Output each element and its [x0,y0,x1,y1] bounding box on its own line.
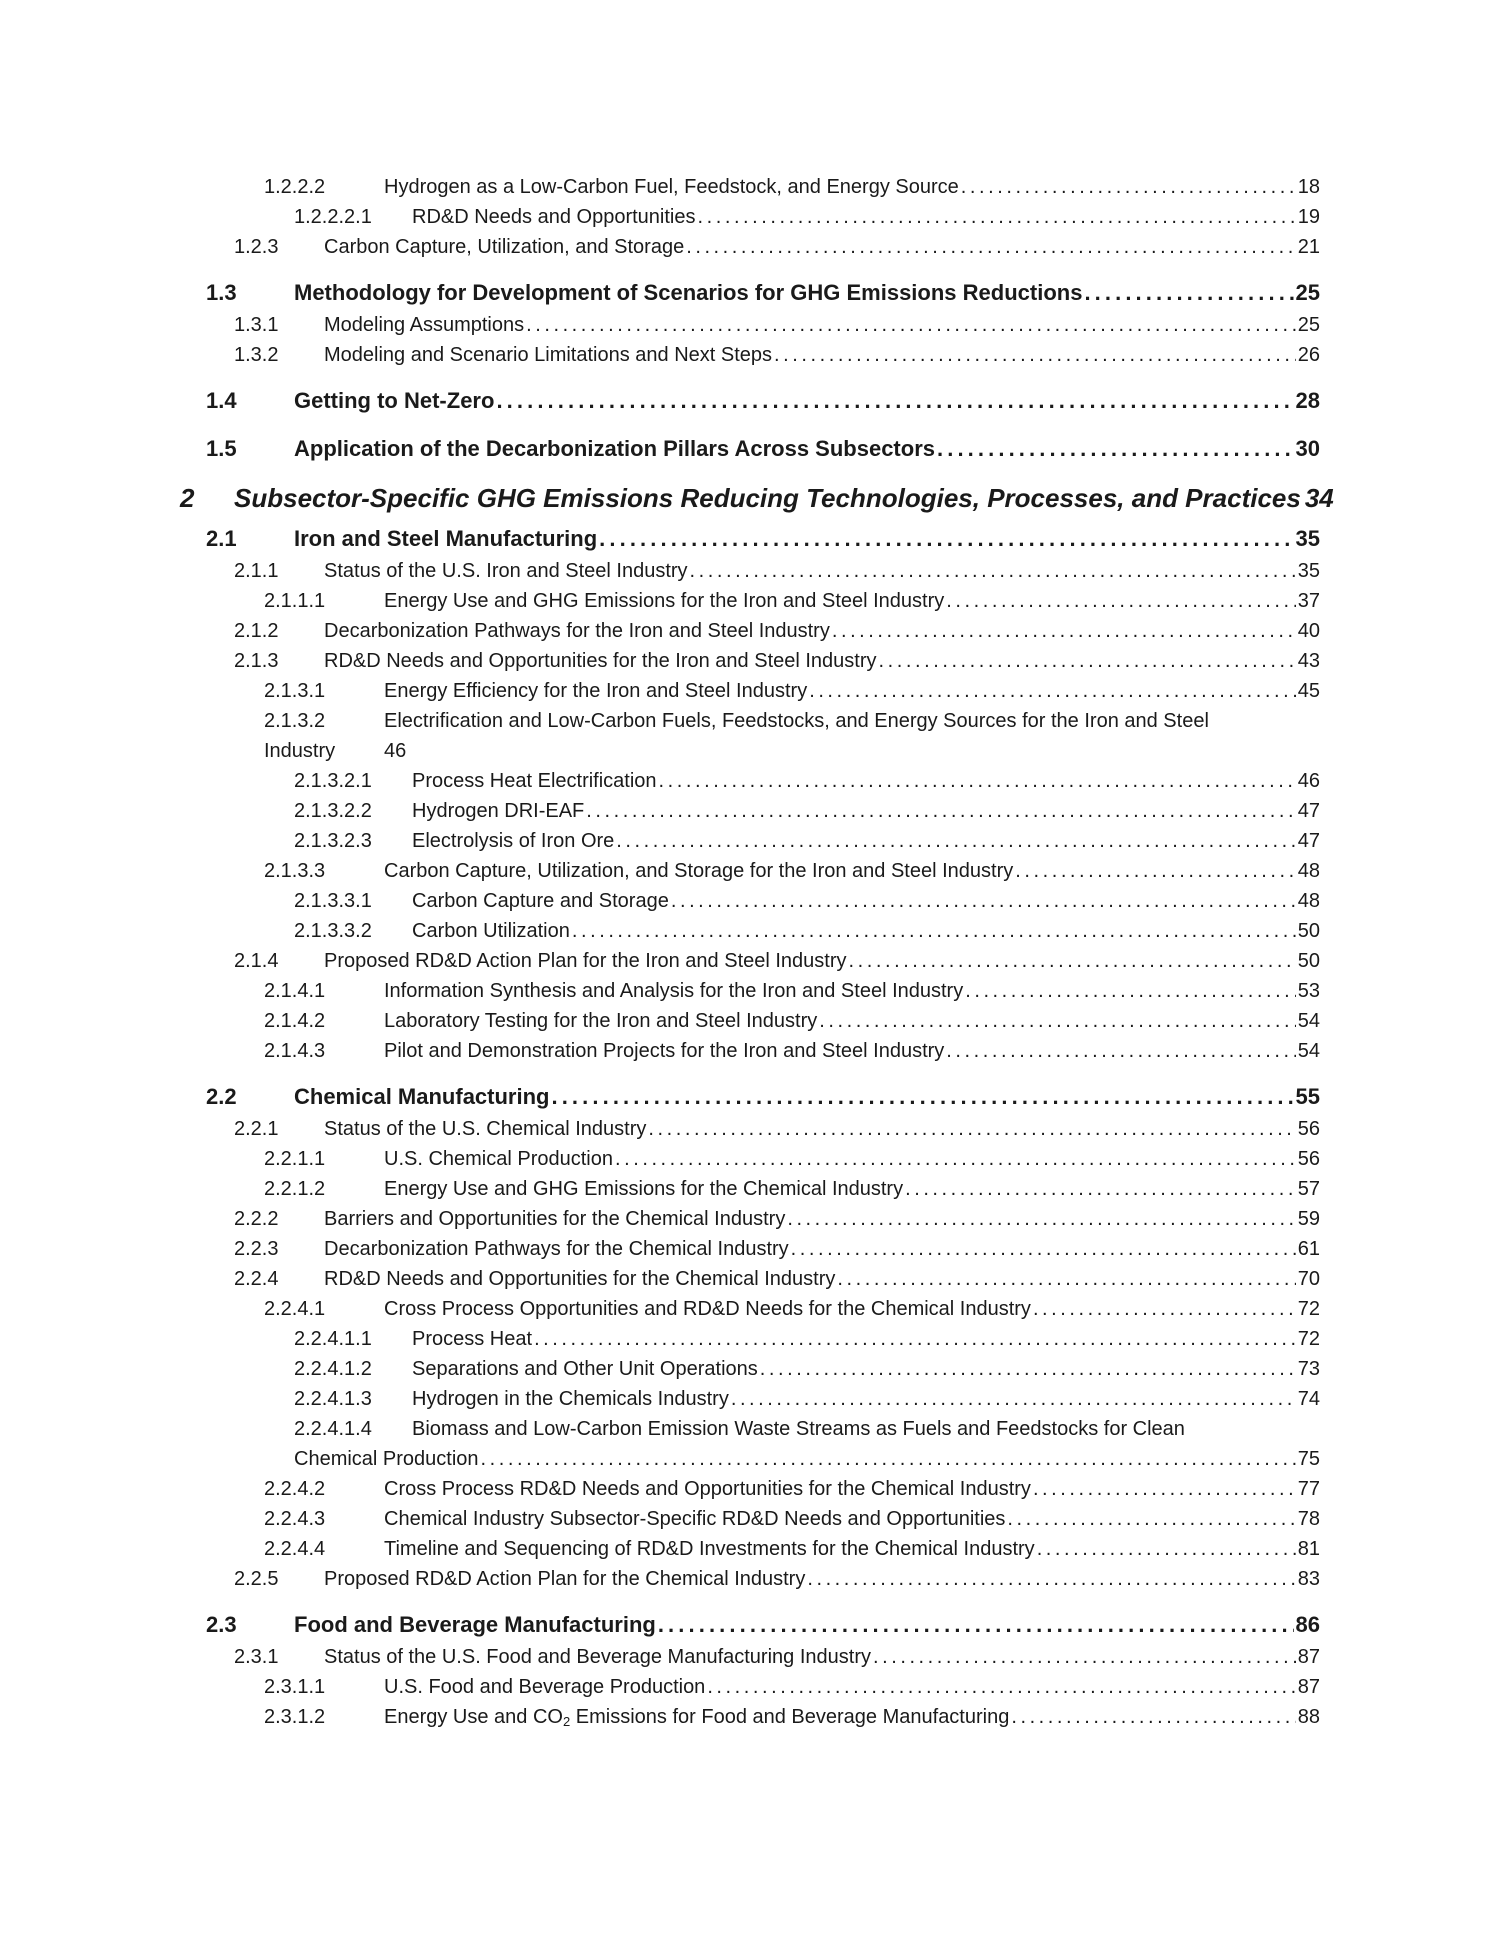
toc-page: 48 [1297,890,1320,912]
toc-page: 88 [1297,1706,1320,1728]
toc-number: 1.2.2.2.1 [294,206,372,228]
toc-number: 2.1 [206,526,237,551]
toc-number: 2.2.4.4 [264,1538,326,1560]
dot-leader [599,522,1293,556]
toc-entry[interactable] [0,1144,1500,1174]
toc-title: Proposed RD&D Action Plan for the Iron and Steel Industry [324,950,847,972]
toc-page: 30 [1295,436,1320,461]
dot-leader [873,1642,1296,1672]
table-of-contents [0,172,1500,1732]
toc-title: Energy Efficiency for the Iron and Steel Industry [384,680,808,702]
toc-number: 2.2.4.3 [264,1508,326,1530]
dot-leader [731,1384,1296,1414]
toc-entry[interactable] [0,1114,1500,1144]
toc-number: 2.1.3.3.1 [294,890,372,912]
toc-title: Cross Process Opportunities and RD&D Needs for the Chemical Industry [384,1298,1031,1320]
toc-title: Separations and Other Unit Operations [412,1358,758,1380]
toc-number: 2.1.4.1 [264,980,326,1002]
toc-number: 2.1.1 [234,560,279,582]
toc-section-heading[interactable] [0,432,1500,466]
toc-title: Modeling and Scenario Limitations and Next Steps [324,344,773,366]
dot-leader [1011,1702,1295,1732]
toc-number: 2.2.4.1.2 [294,1358,372,1380]
toc-title: Carbon Utilization [412,920,570,942]
toc-page: 28 [1295,388,1320,413]
toc-page: 74 [1297,1388,1320,1410]
toc-title: Application of the Decarbonization Pillars Across Subsectors [294,436,935,461]
toc-entry[interactable] [0,1474,1500,1504]
toc-page: 34 [1304,483,1334,513]
toc-number: 2.2.1.2 [264,1178,326,1200]
toc-entry[interactable] [0,232,1500,262]
toc-number: 2.2.4.1.4 [294,1418,372,1440]
toc-entry[interactable] [0,340,1500,370]
toc-title: Information Synthesis and Analysis for the Iron and Steel Industry [384,980,964,1002]
toc-number: 2.1.3.2.2 [294,800,372,822]
toc-title: Iron and Steel Manufacturing [294,526,598,551]
toc-entry[interactable] [0,916,1500,946]
dot-leader [1037,1534,1296,1564]
toc-title: Subsector-Specific GHG Emissions Reducing Technologies, Processes, and Practices [234,483,1301,513]
dot-leader [849,946,1296,976]
toc-title: Getting to Net-Zero [294,388,495,413]
toc-title: Cross Process RD&D Needs and Opportunities for the Chemical Industry [384,1478,1031,1500]
dot-leader [686,232,1296,262]
toc-number: 2.3 [206,1612,237,1637]
toc-title: Hydrogen in the Chemicals Industry [412,1388,729,1410]
toc-page: 43 [1297,650,1320,672]
dot-leader [659,766,1296,796]
dot-leader [707,1672,1295,1702]
toc-page: 73 [1297,1358,1320,1380]
toc-page: 25 [1295,280,1320,305]
toc-number: 2.2.4.2 [264,1478,326,1500]
toc-page: 56 [1297,1118,1320,1140]
toc-entry[interactable] [0,1504,1500,1534]
toc-number: 1.3.2 [234,344,279,366]
toc-page: 48 [1297,860,1320,882]
toc-title: RD&D Needs and Opportunities for the Iron and Steel Industry [324,650,877,672]
toc-title: Barriers and Opportunities for the Chemical Industry [324,1208,786,1230]
toc-number: 1.5 [206,436,237,461]
toc-title: RD&D Needs and Opportunities for the Chemical Industry [324,1268,836,1290]
dot-leader [481,1444,1296,1474]
toc-number: 2.2.2 [234,1208,279,1230]
toc-entry[interactable] [0,1702,1500,1732]
toc-entry[interactable] [0,1534,1500,1564]
toc-title: Status of the U.S. Food and Beverage Manufacturing Industry [324,1646,871,1668]
toc-title: Modeling Assumptions [324,314,525,336]
toc-number: 2.3.1 [234,1646,279,1668]
toc-number: 2.1.4.3 [264,1040,326,1062]
toc-page: 35 [1297,560,1320,582]
toc-page: 46 [384,740,407,762]
toc-entry[interactable] [0,1264,1500,1294]
toc-title: Carbon Capture and Storage [412,890,669,912]
dot-leader [496,384,1293,418]
toc-page: 18 [1297,176,1320,198]
toc-number: 2.3.1.1 [264,1676,326,1698]
toc-entry[interactable] [0,616,1500,646]
toc-number: 2.2.4.1.3 [294,1388,372,1410]
dot-leader [615,1144,1296,1174]
toc-page: 47 [1297,830,1320,852]
toc-entry-wrapped[interactable] [0,1414,1500,1474]
toc-number: 2.1.3.1 [264,680,326,702]
toc-page: 35 [1295,526,1320,551]
toc-entry[interactable] [0,1642,1500,1672]
toc-number: 2.2.4.1 [264,1298,326,1320]
toc-number: 2.3.1.2 [264,1706,326,1728]
toc-number: 2.2.4 [234,1268,279,1290]
dot-leader [809,676,1296,706]
toc-number: 2.1.3.2.3 [294,830,372,852]
toc-entry[interactable] [0,976,1500,1006]
dot-leader [1007,1504,1295,1534]
toc-page: 72 [1297,1328,1320,1350]
toc-section-heading[interactable] [0,1080,1500,1114]
dot-leader [787,1204,1295,1234]
toc-page: 86 [1295,1612,1320,1637]
toc-entry[interactable] [0,1384,1500,1414]
toc-number: 2.1.3 [234,650,279,672]
dot-leader [690,556,1296,586]
toc-entry[interactable] [0,310,1500,340]
toc-entry[interactable] [0,1204,1500,1234]
toc-title: Electrolysis of Iron Ore [412,830,615,852]
toc-page: 78 [1297,1508,1320,1530]
toc-entry[interactable] [0,856,1500,886]
toc-entry[interactable] [0,886,1500,916]
dot-leader [671,886,1296,916]
dot-leader [1084,276,1293,310]
toc-title-continued: Industry [264,740,336,762]
dot-leader [965,976,1296,1006]
toc-entry[interactable] [0,1036,1500,1066]
toc-entry-wrapped[interactable] [0,706,1500,766]
toc-page: 54 [1297,1010,1320,1032]
dot-leader [586,796,1295,826]
toc-number: 2.2 [206,1084,237,1109]
toc-title: Energy Use and GHG Emissions for the Chemical Industry [384,1178,904,1200]
dot-leader [832,616,1296,646]
toc-entry[interactable] [0,946,1500,976]
toc-section-heading[interactable] [0,384,1500,418]
toc-page: 75 [1297,1448,1320,1470]
toc-number: 2.1.2 [234,620,279,642]
toc-number: 2 [180,483,195,513]
toc-number: 2.2.5 [234,1568,279,1590]
subscript: 2 [562,1714,571,1729]
toc-entry[interactable] [0,826,1500,856]
toc-title: RD&D Needs and Opportunities [412,206,696,228]
dot-leader [774,340,1296,370]
toc-entry[interactable] [0,1294,1500,1324]
toc-page: 45 [1297,680,1320,702]
dot-leader [837,1264,1295,1294]
dot-leader [905,1174,1296,1204]
toc-title: Energy Use and GHG Emissions for the Iron and Steel Industry [384,590,945,612]
toc-page: 70 [1297,1268,1320,1290]
toc-title [384,1702,1009,1732]
toc-title: U.S. Food and Beverage Production [384,1676,706,1698]
toc-title: Hydrogen as a Low-Carbon Fuel, Feedstock, and Energy Source [384,176,959,198]
toc-section-heading[interactable] [0,1608,1500,1642]
toc-title: Process Heat [412,1328,533,1350]
toc-section-heading[interactable] [0,276,1500,310]
toc-page: 19 [1297,206,1320,228]
dot-leader [961,172,1296,202]
toc-number: 2.1.3.3 [264,860,326,882]
dot-leader [616,826,1295,856]
toc-section-heading[interactable] [0,522,1500,556]
toc-title: Status of the U.S. Chemical Industry [324,1118,647,1140]
toc-title: Proposed RD&D Action Plan for the Chemical Industry [324,1568,806,1590]
toc-title: Biomass and Low-Carbon Emission Waste Streams as Fuels and Feedstocks for Clean [412,1418,1185,1440]
toc-entry[interactable] [0,1564,1500,1594]
toc-page: 56 [1297,1148,1320,1170]
dot-leader [648,1114,1295,1144]
toc-chapter-heading[interactable] [0,478,1500,518]
dot-leader [1015,856,1296,886]
dot-leader [946,1036,1295,1066]
dot-leader [791,1234,1296,1264]
toc-page: 72 [1297,1298,1320,1320]
toc-entry[interactable] [0,172,1500,202]
toc-title: Hydrogen DRI-EAF [412,800,585,822]
toc-title: Chemical Industry Subsector-Specific RD&D Needs and Opportunities [384,1508,1006,1530]
toc-page: 53 [1297,980,1320,1002]
dot-leader [526,310,1296,340]
toc-number: 2.1.3.3.2 [294,920,372,942]
dot-leader [946,586,1295,616]
toc-title: Decarbonization Pathways for the Iron and Steel Industry [324,620,830,642]
dot-leader [551,1080,1293,1114]
toc-number: 1.4 [206,388,237,413]
dot-leader [658,1608,1294,1642]
toc-page: 81 [1297,1538,1320,1560]
toc-number: 2.1.3.2 [264,710,326,732]
toc-title: Laboratory Testing for the Iron and Steel Industry [384,1010,818,1032]
toc-page: 37 [1297,590,1320,612]
toc-entry[interactable] [0,1174,1500,1204]
toc-page: 50 [1297,920,1320,942]
dot-leader [819,1006,1296,1036]
toc-entry[interactable] [0,1234,1500,1264]
toc-title: Pilot and Demonstration Projects for the Iron and Steel Industry [384,1040,945,1062]
toc-number: 2.1.4 [234,950,279,972]
dot-leader [937,432,1294,466]
toc-page: 59 [1297,1208,1320,1230]
dot-leader [534,1324,1296,1354]
toc-title-continued: Chemical Production [294,1448,479,1470]
toc-entry[interactable] [0,1354,1500,1384]
toc-page: 87 [1297,1646,1320,1668]
toc-number: 2.2.1.1 [264,1148,326,1170]
toc-entry[interactable] [0,586,1500,616]
toc-page: 77 [1297,1478,1320,1500]
dot-leader [572,916,1296,946]
toc-number: 1.3.1 [234,314,279,336]
toc-page: 26 [1297,344,1320,366]
toc-number: 2.2.4.1.1 [294,1328,372,1350]
toc-title: Carbon Capture, Utilization, and Storage for the Iron and Steel Industry [384,860,1014,882]
toc-title: Timeline and Sequencing of RD&D Investments for the Chemical Industry [384,1538,1035,1560]
toc-page: 21 [1297,236,1320,258]
dot-leader [697,202,1295,232]
toc-entry[interactable] [0,1324,1500,1354]
dot-leader [1033,1474,1296,1504]
toc-number: 1.2.3 [234,236,279,258]
toc-page: 46 [1297,770,1320,792]
dot-leader [879,646,1296,676]
dot-leader [1033,1294,1296,1324]
toc-page: 57 [1297,1178,1320,1200]
toc-title: Status of the U.S. Iron and Steel Industry [324,560,688,582]
toc-entry[interactable] [0,796,1500,826]
toc-number: 2.2.3 [234,1238,279,1260]
toc-number: 2.2.1 [234,1118,279,1140]
toc-page: 55 [1295,1084,1320,1109]
toc-entry[interactable] [0,1672,1500,1702]
toc-entry[interactable] [0,646,1500,676]
toc-page: 54 [1297,1040,1320,1062]
toc-title: Carbon Capture, Utilization, and Storage [324,236,685,258]
toc-title-part: Energy Use and CO [384,1706,563,1728]
toc-page: 83 [1297,1568,1320,1590]
toc-title: Chemical Manufacturing [294,1084,550,1109]
toc-page: 40 [1297,620,1320,642]
dot-leader [807,1564,1295,1594]
toc-title: Electrification and Low-Carbon Fuels, Feedstocks, and Energy Sources for the Iron and Steel [384,710,1209,732]
toc-number: 1.3 [206,280,237,305]
toc-entry[interactable] [0,202,1500,232]
toc-entry[interactable] [0,1006,1500,1036]
toc-number: 2.1.3.2.1 [294,770,372,792]
toc-entry[interactable] [0,556,1500,586]
toc-entry[interactable] [0,766,1500,796]
toc-title-part: Emissions for Food and Beverage Manufacturing [570,1706,1010,1728]
toc-number: 2.1.4.2 [264,1010,326,1032]
toc-page: 25 [1297,314,1320,336]
toc-title: U.S. Chemical Production [384,1148,613,1170]
toc-title: Process Heat Electrification [412,770,657,792]
toc-page: 47 [1297,800,1320,822]
toc-title: Methodology for Development of Scenarios for GHG Emissions Reductions [294,280,1083,305]
toc-number: 2.1.1.1 [264,590,326,612]
toc-page: 87 [1297,1676,1320,1698]
toc-entry[interactable] [0,676,1500,706]
toc-title: Food and Beverage Manufacturing [294,1612,656,1637]
toc-page: 50 [1297,950,1320,972]
dot-leader [760,1354,1296,1384]
toc-page: 61 [1297,1238,1320,1260]
toc-title: Decarbonization Pathways for the Chemical Industry [324,1238,789,1260]
toc-number: 1.2.2.2 [264,176,326,198]
